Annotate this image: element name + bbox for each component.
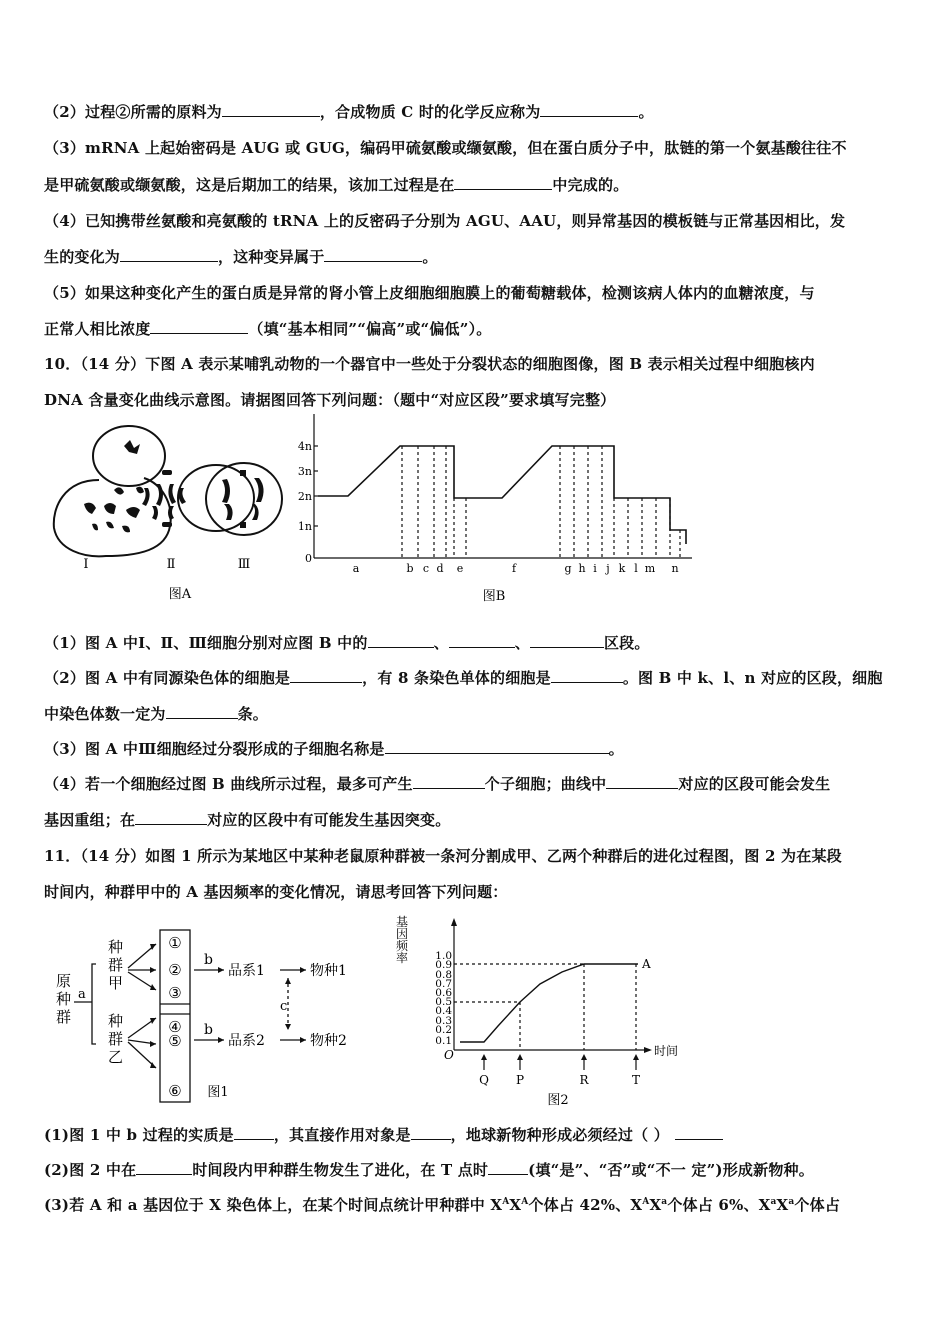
answer-blank[interactable] bbox=[551, 668, 623, 683]
box-4: ④ bbox=[168, 1018, 182, 1036]
q9-part3-line1: （3）mRNA 上起始密码是 AUG 或 GUG，编码甲硫氨酸或缬氨酸，但在蛋白质分子中，肽链的第一个氨基酸往往不 bbox=[44, 139, 847, 157]
cell-label-i: Ⅰ bbox=[83, 557, 89, 572]
x-label: d bbox=[436, 562, 444, 575]
answer-blank[interactable] bbox=[530, 633, 604, 648]
y-tick: 0 bbox=[305, 552, 312, 565]
x-label: h bbox=[578, 562, 586, 575]
label-c: c bbox=[280, 999, 288, 1014]
ylabel-char: 频 bbox=[395, 939, 409, 953]
x-label: a bbox=[352, 562, 360, 575]
q9-part4-line1: （4）已知携带丝氨酸和亮氨酸的 tRNA 上的反密码子分别为 AGU、AAU，则异常基因的模板链与正常基因相比，发 bbox=[44, 212, 846, 230]
y-tick-labels bbox=[298, 440, 312, 565]
x-label: j bbox=[606, 562, 610, 575]
pop-a-char: 群 bbox=[108, 956, 124, 974]
q11-sub1: (1)图 1 中 b 过程的实质是 ，其直接作用对象是 ，地球新物种形成必须经过（ ） bbox=[44, 1124, 723, 1145]
chromosome bbox=[124, 440, 140, 454]
ylabel-char: 率 bbox=[395, 951, 409, 965]
curve-label: A bbox=[642, 957, 651, 971]
figure-a-caption: 图A bbox=[168, 587, 192, 602]
origin-char: 原 bbox=[56, 972, 72, 990]
y-tick: 0.9 bbox=[435, 959, 452, 971]
y-tick-labels bbox=[435, 950, 452, 1047]
point-q: Q bbox=[479, 1073, 489, 1087]
y-tick: 0.6 bbox=[435, 987, 452, 999]
q10-sub3: （3）图 A 中Ⅲ细胞经过分裂形成的子细胞名称是 。 bbox=[44, 740, 624, 758]
origin-label: O bbox=[444, 1048, 454, 1062]
species-2: 物种2 bbox=[310, 1033, 347, 1049]
answer-blank[interactable] bbox=[166, 704, 238, 719]
q10-sub2-line1: （2）图 A 中有同源染色体的细胞是 ，有 8 条染色单体的细胞是 。图 B 中 k、l、n 对应的区段，细胞 bbox=[44, 669, 883, 687]
answer-blank[interactable] bbox=[324, 247, 422, 262]
answer-blank[interactable] bbox=[411, 1125, 451, 1140]
q9-part2: （2）过程②所需的原料为 ，合成物质 C 时的化学反应称为 。 bbox=[44, 103, 654, 121]
y-tick: 1n bbox=[297, 520, 312, 533]
q9-part5-line2: 正常人相比浓度 （填“基本相同”“偏高”或“偏低”）。 bbox=[44, 320, 492, 338]
y-tick: 0.8 bbox=[435, 969, 452, 981]
q10-sub2-line2: 中染色体数一定为 条。 bbox=[44, 705, 269, 723]
answer-blank[interactable] bbox=[368, 633, 434, 648]
q10-intro-line2: DNA 含量变化曲线示意图。请据图回答下列问题：（题中“对应区段”要求填写完整） bbox=[44, 391, 616, 409]
q11-intro-line2: 时间内，种群甲中的 A 基因频率的变化情况，请思考回答下列问题： bbox=[44, 883, 508, 901]
pop-b-char: 乙 bbox=[108, 1048, 124, 1066]
q9-part4-line2: 生的变化为 ，这种变异属于 。 bbox=[44, 248, 438, 266]
y-tick: 0.3 bbox=[435, 1015, 452, 1027]
y-tick: 2n bbox=[297, 490, 312, 503]
q9-part5-line1: （5）如果这种变化产生的蛋白质是异常的肾小管上皮细胞细胞膜上的葡萄糖载体，检测该病人体内的血糖浓度，与 bbox=[44, 284, 815, 302]
answer-blank[interactable] bbox=[413, 774, 485, 789]
y-tick: 3n bbox=[297, 465, 312, 478]
q9-part3-line2: 是甲硫氨酸或缬氨酸，这是后期加工的结果，该加工过程是在 中完成的。 bbox=[44, 176, 629, 194]
answer-blank[interactable] bbox=[454, 175, 552, 190]
answer-blank[interactable] bbox=[222, 102, 320, 117]
figure-b-dna-curve bbox=[296, 412, 696, 608]
figure-1-caption: 图1 bbox=[207, 1085, 229, 1100]
cell-label-iii: Ⅲ bbox=[237, 557, 251, 572]
pop-a-char: 种 bbox=[108, 938, 124, 956]
q11-sub3: (3)若 A 和 a 基因位于 X 染色体上，在某个时间点统计甲种群中 $X^AX^A$个体占 42%、$X^AX^a$个体占 6%、$X^aX^a$个体占 bbox=[44, 1196, 841, 1214]
ylabel-char: 因 bbox=[395, 927, 409, 941]
point-r: R bbox=[579, 1073, 589, 1087]
box-3: ③ bbox=[168, 984, 182, 1002]
strain-1: 品系1 bbox=[228, 963, 265, 979]
label-b-1: b bbox=[204, 952, 213, 968]
answer-blank[interactable] bbox=[449, 633, 515, 648]
figure-2-caption: 图2 bbox=[547, 1093, 569, 1108]
q10-sub4-line2: 基因重组；在 对应的区段中有可能发生基因突变。 bbox=[44, 811, 451, 829]
answer-blank[interactable] bbox=[135, 810, 207, 825]
figure-b-caption: 图B bbox=[482, 589, 506, 604]
point-p: P bbox=[515, 1073, 525, 1087]
y-tick: 4n bbox=[297, 440, 312, 453]
strain-2: 品系2 bbox=[228, 1033, 265, 1049]
x-label: i bbox=[593, 562, 597, 575]
figure-1-speciation bbox=[52, 918, 378, 1108]
box-2: ② bbox=[168, 961, 182, 979]
figure-a-cells bbox=[44, 418, 290, 608]
species-1: 物种1 bbox=[310, 963, 347, 979]
pop-b-char: 种 bbox=[108, 1012, 124, 1030]
x-segment-labels bbox=[353, 562, 679, 575]
origin-char: 群 bbox=[56, 1008, 72, 1026]
box-5: ⑤ bbox=[168, 1032, 182, 1050]
answer-blank[interactable] bbox=[540, 102, 638, 117]
pop-a-char: 甲 bbox=[108, 974, 124, 992]
y-tick: 0.5 bbox=[435, 996, 452, 1008]
x-label: m bbox=[644, 562, 656, 575]
box-frame bbox=[160, 930, 190, 1102]
answer-blank[interactable] bbox=[120, 247, 218, 262]
ylabel-char: 基 bbox=[395, 915, 409, 929]
x-label: l bbox=[634, 562, 638, 575]
y-tick: 1.0 bbox=[435, 950, 452, 962]
x-label: f bbox=[511, 562, 517, 575]
answer-blank[interactable] bbox=[385, 739, 609, 754]
answer-blank[interactable] bbox=[234, 1125, 274, 1140]
cell-i-top bbox=[93, 426, 165, 486]
q10-sub4-line1: （4）若一个细胞经过图 B 曲线所示过程，最多可产生 个子细胞；曲线中 对应的区段可能会发生 bbox=[44, 775, 831, 793]
box-6: ⑥ bbox=[168, 1082, 182, 1100]
answer-blank[interactable] bbox=[290, 668, 362, 683]
pop-b-char: 群 bbox=[108, 1030, 124, 1048]
x-label: c bbox=[422, 562, 430, 575]
q10-intro-line1: 10．（14 分）下图 A 表示某哺乳动物的一个器官中一些处于分裂状态的细胞图像，图 B 表示相关过程中细胞核内 bbox=[44, 355, 815, 373]
label-a: a bbox=[78, 987, 86, 1002]
x-label: k bbox=[618, 562, 626, 575]
y-tick: 0.4 bbox=[435, 1005, 452, 1017]
y-tick: 0.1 bbox=[435, 1035, 452, 1047]
label-b-2: b bbox=[204, 1022, 213, 1038]
q11-sub2: (2)图 2 中在 时间段内甲种群生物发生了进化，在 T 点时 (填“是”、“否”或“不一 定”)形成新物种。 bbox=[44, 1161, 814, 1179]
y-tick: 0.7 bbox=[435, 978, 452, 990]
x-label: e bbox=[456, 562, 464, 575]
point-t: T bbox=[631, 1073, 641, 1087]
segment-dividers bbox=[402, 446, 680, 558]
answer-blank[interactable] bbox=[136, 1160, 192, 1175]
q11-intro-line1: 11．（14 分）如图 1 所示为某地区中某种老鼠原种群被一条河分割成甲、乙两个种群后的进化过程图，图 2 为在某段 bbox=[44, 847, 842, 865]
origin-char: 种 bbox=[56, 990, 72, 1008]
frequency-curve-a bbox=[460, 964, 638, 1042]
x-label: g bbox=[564, 562, 572, 575]
cell-label-ii: Ⅱ bbox=[166, 557, 176, 572]
dna-curve bbox=[318, 446, 686, 544]
answer-blank[interactable] bbox=[606, 774, 678, 789]
answer-blank[interactable] bbox=[675, 1125, 723, 1140]
q10-sub1: （1）图 A 中Ⅰ、Ⅱ、Ⅲ细胞分别对应图 B 中的 、 、 区段。 bbox=[44, 634, 650, 652]
x-label: n bbox=[671, 562, 679, 575]
box-1: ① bbox=[168, 934, 182, 952]
answer-blank[interactable] bbox=[150, 319, 248, 334]
y-tick: 0.2 bbox=[435, 1024, 452, 1036]
x-axis-label: 时间 bbox=[654, 1044, 679, 1058]
x-label: b bbox=[406, 562, 414, 575]
answer-blank[interactable] bbox=[488, 1160, 528, 1175]
figure-2-gene-frequency bbox=[378, 914, 698, 1114]
